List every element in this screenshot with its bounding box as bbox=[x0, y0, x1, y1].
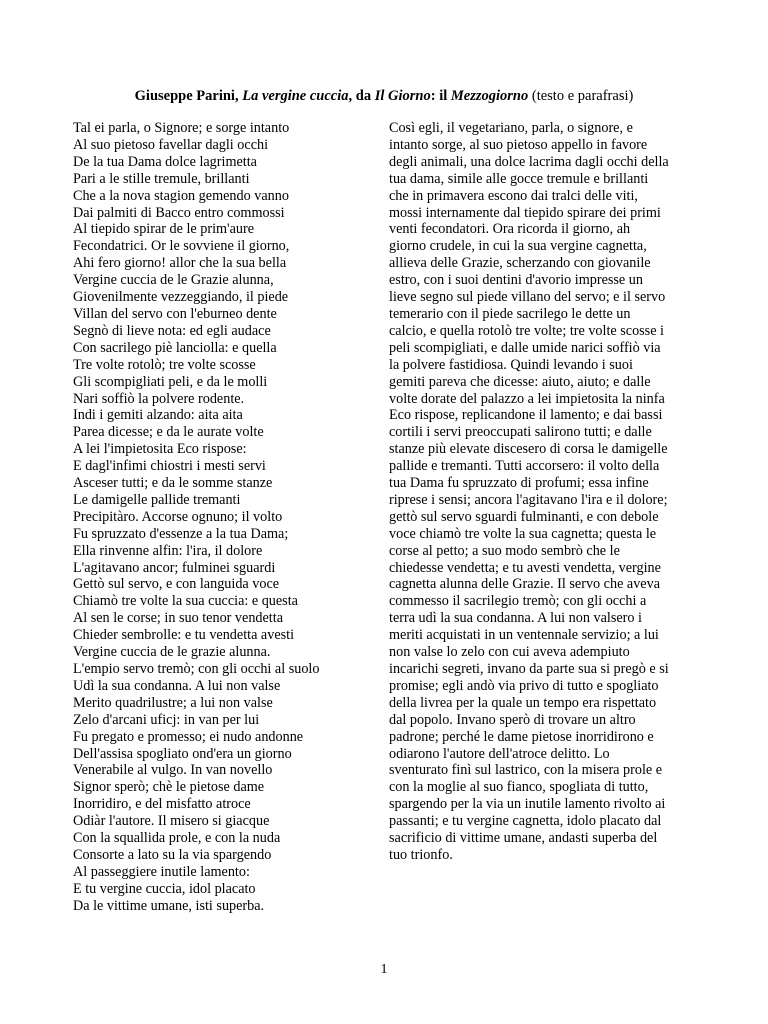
paraphrase-line: padrone; perché le dame pietose inorridirono e bbox=[389, 728, 654, 745]
poem-line: Udì la sua condanna. A lui non valse bbox=[73, 677, 281, 694]
paraphrase-line: tuo trionfo. bbox=[389, 846, 453, 863]
poem-line: Che a la nova stagion gemendo vanno bbox=[73, 187, 289, 204]
poem-line: Tre volte rotolò; tre volte scosse bbox=[73, 356, 256, 373]
paraphrase-line: giorno crudele, in cui la sua vergine cagnetta, bbox=[389, 238, 647, 255]
poem-line: Parea dicesse; e da le aurate volte bbox=[73, 424, 264, 441]
poem-line: Dell'assisa spogliato ond'era un giorno bbox=[73, 745, 292, 762]
paraphrase-line: gemiti pareva che dicesse: aiuto, aiuto; e dalle bbox=[389, 373, 651, 390]
poem-line: Pari a le stille tremule, brillanti bbox=[73, 170, 250, 187]
paraphrase-line: Così egli, il vegetariano, parla, o signore, e bbox=[389, 120, 633, 136]
poem-line: Ahi fero giorno! allor che la sua bella bbox=[73, 255, 287, 272]
paraphrase-line: commesso il sacrilegio tremò; con gli occhi a bbox=[389, 593, 647, 610]
paraphrase-line: spargendo per la via un inutile lamento rivolto ai bbox=[389, 796, 666, 813]
poem-line: Consorte a lato su la via spargendo bbox=[73, 846, 272, 863]
title-book: Il Giorno bbox=[374, 88, 431, 104]
paraphrase-line: terra udì la sua condanna. A lui non valsero i bbox=[389, 610, 642, 627]
poem-line: Signor sperò; chè le pietose dame bbox=[73, 779, 265, 796]
page-number: 1 bbox=[380, 962, 388, 977]
poem-line: Merito quadrilustre; a lui non valse bbox=[73, 694, 273, 711]
poem-line: Inorridiro, e del misfatto atroce bbox=[73, 796, 251, 813]
poem-line: Vergine cuccia de le Grazie alunna, bbox=[73, 272, 274, 289]
poem-line: L'empio servo tremò; con gli occhi al suolo bbox=[73, 661, 320, 677]
paraphrase-line: sacrificio di vittime umane, andasti superba del bbox=[389, 830, 658, 847]
poem-line: Chieder sembrolle: e tu vendetta avesti bbox=[73, 627, 295, 644]
paraphrase-line: meriti acquistati in un ventennale servizio; a lui bbox=[389, 627, 659, 644]
paraphrase-line: allieva delle Grazie, scherzando con giovanile bbox=[389, 255, 651, 272]
poem-line: Precipitàro. Accorse ognuno; il volto bbox=[73, 508, 283, 525]
poem-line: Asceser tutti; e da le somme stanze bbox=[73, 475, 273, 492]
paraphrase-line: intanto sorge, al suo pietoso appello in favore bbox=[389, 136, 648, 153]
paraphrase-line: tua dama, simile alle gocce tremule e brillanti bbox=[389, 170, 649, 187]
poem-line: Venerabile al vulgo. In van novello bbox=[73, 762, 273, 779]
paraphrase-line: corse al petto; a suo modo sembrò che le bbox=[389, 542, 620, 559]
document-title bbox=[0, 86, 768, 106]
paraphrase-line: volte dorate del palazzo a lei impietosita la ninfa bbox=[389, 390, 665, 407]
paraphrase-line: peli scompigliati, e dalle umide narici soffiò via bbox=[389, 339, 661, 356]
paraphrase-line: incarichi segreti, invano da parte sua si pregò e si bbox=[389, 661, 669, 677]
poem-column bbox=[73, 120, 373, 915]
paraphrase-line: calcio, e quella rotolò tre volte; tre volte scosse i bbox=[389, 322, 664, 339]
paraphrase-line: dal popolo. Invano sperò di trovare un altro bbox=[389, 711, 636, 728]
paraphrase-line: tua Dama fu spruzzato di profumi; essa infine bbox=[389, 475, 649, 492]
title-work: La vergine cuccia bbox=[242, 88, 349, 104]
paraphrase-line: voce chiamò tre volte la sua cagnetta; questa le bbox=[389, 525, 657, 542]
title-section: Mezzogiorno bbox=[450, 88, 529, 104]
paraphrase-line: degli animali, una dolce lacrima dagli occhi della bbox=[389, 153, 669, 170]
paraphrase-line: temerario con il piede sacrilego le dette un bbox=[389, 305, 631, 322]
poem-line: Segnò di lieve nota: ed egli audace bbox=[73, 322, 271, 339]
paraphrase-line: Eco rispose, replicandone il lamento; e dai bassi bbox=[389, 407, 663, 424]
poem-line: E dagl'infimi chiostri i mesti servi bbox=[73, 458, 266, 475]
poem-line: Fu spruzzato d'essenze a la tua Dama; bbox=[73, 525, 289, 542]
poem-line: Gettò sul servo, e con languida voce bbox=[73, 576, 280, 593]
paraphrase-line: pallide e tremanti. Tutti accorsero: il volto della bbox=[389, 458, 660, 475]
paraphrase-line: con la moglie al suo fianco, spogliata di tutto, bbox=[389, 779, 649, 796]
poem-line: Indi i gemiti alzando: aita aita bbox=[73, 407, 243, 424]
poem-line: Le damigelle pallide tremanti bbox=[73, 491, 241, 508]
title-note: (testo e parafrasi) bbox=[531, 88, 634, 104]
poem-line: Tal ei parla, o Signore; e sorge intanto bbox=[73, 120, 290, 136]
poem-line: De la tua Dama dolce lagrimetta bbox=[73, 153, 257, 170]
poem-line: Da le vittime umane, isti superba. bbox=[73, 897, 265, 914]
paraphrase-line: riprese i sensi; ancora l'agitavano l'ira e il dolore; bbox=[389, 491, 668, 508]
paraphrase-line: della livrea per la quale un tempo era rispettato bbox=[389, 694, 657, 711]
paraphrase-line: la polvere fastidiosa. Quindi levando i suoi bbox=[389, 356, 633, 373]
paraphrase-line: sventurato finì sul lastrico, con la misera prole e bbox=[389, 762, 663, 779]
poem-line: E tu vergine cuccia, idol placato bbox=[73, 880, 256, 897]
poem-line: A lei l'impietosita Eco rispose: bbox=[73, 441, 247, 458]
poem-line: Giovenilmente vezzeggiando, il piede bbox=[73, 289, 289, 306]
poem-line: Zelo d'arcani uficj: in van per lui bbox=[73, 711, 260, 728]
poem-line: Vergine cuccia de le grazie alunna. bbox=[73, 644, 271, 661]
poem-line: Ella rinvenne alfin: l'ira, il dolore bbox=[73, 542, 263, 559]
poem-line: Al tiepido spirar de le prim'aure bbox=[73, 221, 255, 238]
poem-line: L'agitavano ancor; fulminei sguardi bbox=[73, 559, 276, 576]
paraphrase-line: cagnetta alunna delle Grazie. Il servo che aveva bbox=[389, 576, 660, 593]
paraphrase-line: non valse lo zelo con cui aveva adempiuto bbox=[389, 644, 630, 661]
poem-line: Fu pregato e promesso; ei nudo andonne bbox=[73, 728, 304, 745]
paraphrase-line: che in primavera escono dai tralci delle viti, bbox=[389, 187, 638, 204]
paraphrase-line: chiedesse vendetta; e tu avesti vendetta, vergine bbox=[389, 559, 661, 576]
paraphrase-line: stanze più elevate discesero di corsa le damigelle bbox=[389, 441, 668, 458]
title-colon: : il bbox=[430, 88, 448, 104]
poem-line: Chiamò tre volte la sua cuccia: e questa bbox=[73, 593, 298, 610]
paraphrase-line: venti fecondatori. Ora ricorda il giorno, ah bbox=[389, 221, 631, 238]
paraphrase-line: mossi internamente dal tiepido spirare dei primi bbox=[389, 204, 661, 221]
poem-line: Gli scompigliati peli, e da le molli bbox=[73, 373, 268, 390]
paraphrase-column bbox=[389, 120, 709, 864]
poem-line: Con la squallida prole, e con la nuda bbox=[73, 830, 281, 847]
poem-line: Nari soffiò la polvere rodente. bbox=[73, 390, 245, 407]
poem-line: Al sen le corse; in suo tenor vendetta bbox=[73, 610, 283, 627]
poem-line: Dai palmiti di Bacco entro commossi bbox=[73, 204, 285, 221]
paraphrase-line: cortili i servi preoccupati salirono tutti; e dalle bbox=[389, 424, 652, 441]
title-from: , da bbox=[348, 88, 372, 104]
paraphrase-line: lieve segno sul piede villano del servo; e il servo bbox=[389, 289, 666, 306]
poem-line: Villan del servo con l'eburneo dente bbox=[73, 305, 277, 322]
title-author: Giuseppe Parini, bbox=[134, 88, 239, 104]
paraphrase-line: estro, con i suoi dentini d'avorio impresse un bbox=[389, 272, 643, 289]
poem-line: Al passeggiere inutile lamento: bbox=[73, 863, 250, 880]
paraphrase-line: promise; egli andò via privo di tutto e spogliato bbox=[389, 677, 659, 694]
paraphrase-line: odiarono l'autore dell'atroce delitto. Lo bbox=[389, 745, 610, 762]
poem-line: Al suo pietoso favellar dagli occhi bbox=[73, 136, 269, 153]
poem-line: Fecondatrici. Or le sovviene il giorno, bbox=[73, 238, 290, 255]
paraphrase-line: passanti; e tu vergine cagnetta, idolo placato dal bbox=[389, 813, 662, 830]
paraphrase-line: gettò sul servo sguardi fulminanti, e con debole bbox=[389, 508, 659, 525]
poem-line: Con sacrilego piè lanciolla: e quella bbox=[73, 339, 277, 356]
poem-line: Odiàr l'autore. Il misero si giacque bbox=[73, 813, 270, 830]
